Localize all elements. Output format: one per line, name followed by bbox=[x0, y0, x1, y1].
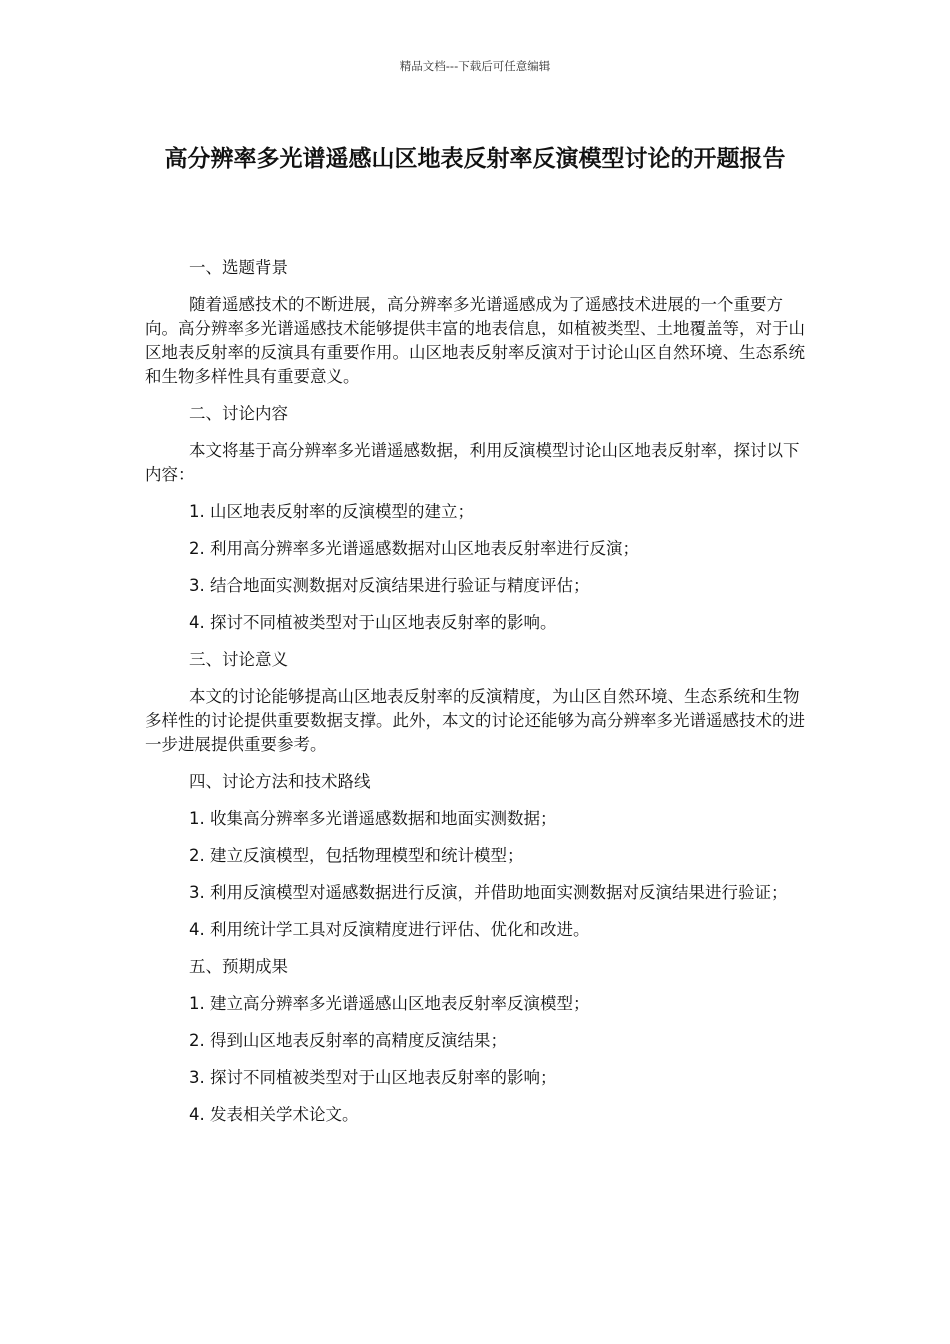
section-heading-content: 二、讨论内容 bbox=[189, 404, 288, 423]
list-item: 4. 发表相关学术论文。 bbox=[189, 1105, 359, 1124]
section-heading-methods: 四、讨论方法和技术路线 bbox=[189, 772, 371, 791]
list-item: 3. 利用反演模型对遥感数据进行反演，并借助地面实测数据对反演结果进行验证； bbox=[189, 883, 788, 902]
list-item: 2. 得到山区地表反射率的高精度反演结果； bbox=[189, 1031, 507, 1050]
background-paragraph: 随着遥感技术的不断进展，高分辨率多光谱遥感成为了遥感技术进展的一个重要方向。高分辨率多光谱遥感技术能够提供丰富的地表信息，如植被类型、土地覆盖等，对于山区地表反射率的反演具有重要作用。山区地表反射率反演对于讨论山区自然环境、生态系统和生物多样性具有重要意义。 bbox=[145, 295, 805, 386]
section-heading-outcomes: 五、预期成果 bbox=[189, 957, 288, 976]
document-body bbox=[145, 256, 805, 1140]
content-paragraph: 本文将基于高分辨率多光谱遥感数据，利用反演模型讨论山区地表反射率，探讨以下内容： bbox=[145, 441, 800, 484]
page-header: 精品文档---下载后可任意编辑 bbox=[399, 59, 551, 73]
list-item: 1. 建立高分辨率多光谱遥感山区地表反射率反演模型； bbox=[189, 994, 590, 1013]
list-item: 3. 结合地面实测数据对反演结果进行验证与精度评估； bbox=[189, 576, 590, 595]
list-item: 1. 收集高分辨率多光谱遥感数据和地面实测数据； bbox=[189, 809, 557, 828]
list-item: 2. 利用高分辨率多光谱遥感数据对山区地表反射率进行反演； bbox=[189, 539, 639, 558]
section-heading-background: 一、选题背景 bbox=[189, 258, 288, 277]
list-item: 1. 山区地表反射率的反演模型的建立； bbox=[189, 502, 474, 521]
list-item: 4. 探讨不同植被类型对于山区地表反射率的影响。 bbox=[189, 613, 557, 632]
list-item: 4. 利用统计学工具对反演精度进行评估、优化和改进。 bbox=[189, 920, 590, 939]
significance-paragraph: 本文的讨论能够提高山区地表反射率的反演精度，为山区自然环境、生态系统和生物多样性的讨论提供重要数据支撑。此外，本文的讨论还能够为高分辨率多光谱遥感技术的进一步进展提供重要参考。 bbox=[145, 687, 805, 754]
list-item: 2. 建立反演模型，包括物理模型和统计模型； bbox=[189, 846, 524, 865]
list-item: 3. 探讨不同植被类型对于山区地表反射率的影响； bbox=[189, 1068, 557, 1087]
section-heading-significance: 三、讨论意义 bbox=[189, 650, 288, 669]
document-title: 高分辨率多光谱遥感山区地表反射率反演模型讨论的开题报告 bbox=[164, 146, 786, 172]
